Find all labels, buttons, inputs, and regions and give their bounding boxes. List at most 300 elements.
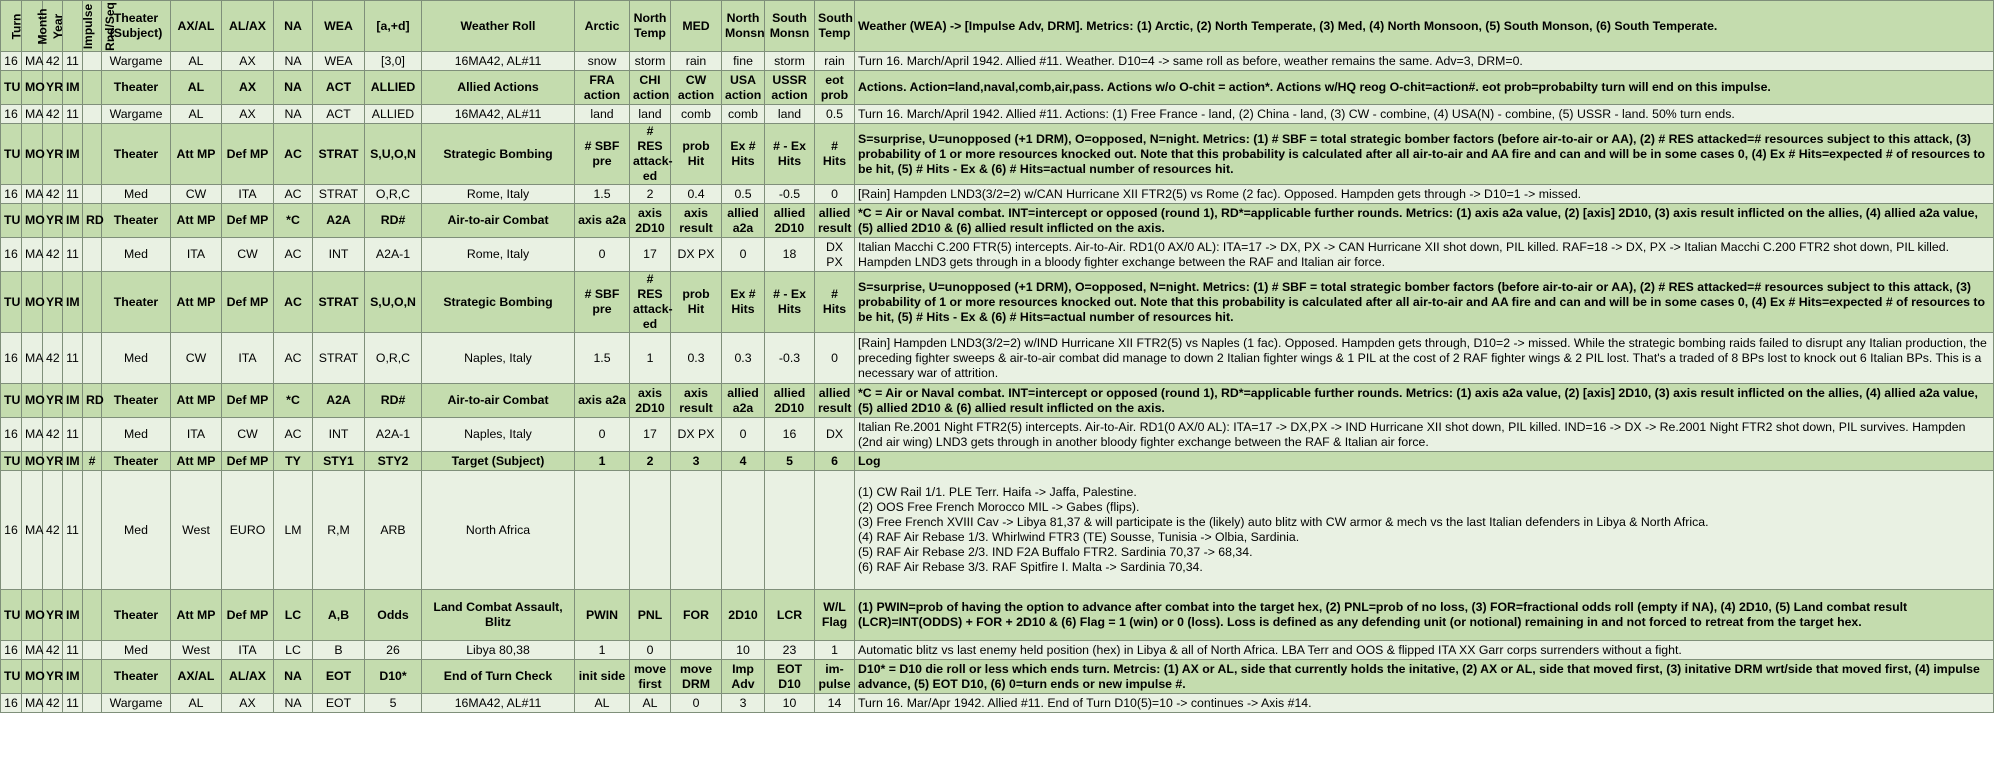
cell: axis a2a: [575, 384, 630, 418]
cell: West: [171, 471, 222, 590]
cell: YR: [43, 660, 63, 694]
cell: [3,0]: [365, 52, 422, 71]
cell: land: [765, 105, 815, 124]
cell: 17: [630, 418, 671, 452]
cell: 0: [630, 641, 671, 660]
notes-cell: Italian Macchi C.200 FTR(5) intercepts. Air-to-Air. RD1(0 AX/0 AL): ITA=17 -> DX, PX -> CAN Hurricane XII shot down, PIL killed. RAF=18 -> DX, PX -> Italian Macchi C.200 FTR2 shot down, PIL killed. Hampden LND3 gets through in a bloody fighter exchange between the RAF and Italian air force.: [855, 238, 1994, 272]
cell: PWIN: [575, 590, 630, 641]
notes-cell: *C = Air or Naval combat. INT=intercept or opposed (round 1), RD*=applicable further rounds. Metrics: (1) axis a2a value, (2) [axis] 2D10, (3) axis result inflicted on the allies, (4) allied a2a value, (5) allied 2D10 & (6) allied result inflicted on the axis.: [855, 204, 1994, 238]
cell: IM: [63, 204, 83, 238]
cell: 26: [365, 641, 422, 660]
cell: EOT: [313, 660, 365, 694]
cell: move DRM: [671, 660, 722, 694]
cell: Target (Subject): [422, 452, 575, 471]
cell: Odds: [365, 590, 422, 641]
cell: eot prob: [815, 71, 855, 105]
cell: Rome, Italy: [422, 185, 575, 204]
cell: Naples, Italy: [422, 333, 575, 384]
cell: Def MP: [222, 124, 274, 185]
cell: ACT: [313, 71, 365, 105]
cell: [83, 52, 102, 71]
cell: rain: [671, 52, 722, 71]
cell: move first: [630, 660, 671, 694]
cell: ITA: [222, 185, 274, 204]
cell: [83, 333, 102, 384]
cell: MO: [22, 272, 43, 333]
cell: 0: [671, 694, 722, 713]
cell: axis result: [671, 384, 722, 418]
cell: *C: [274, 384, 313, 418]
cell: 16: [1, 52, 22, 71]
cell: EOT: [313, 694, 365, 713]
cell: North Temp: [630, 1, 671, 52]
cell: [83, 272, 102, 333]
cell: A2A-1: [365, 238, 422, 272]
cell: 42: [43, 641, 63, 660]
cell: 2: [630, 185, 671, 204]
cell: Arctic: [575, 1, 630, 52]
cell: TU: [1, 660, 22, 694]
sheet-row-r9: [1, 333, 1994, 384]
cell: Att MP: [171, 590, 222, 641]
cell: ITA: [171, 238, 222, 272]
notes-cell: S=surprise, U=unopposed (+1 DRM), O=opposed, N=night. Metrics: (1) # SBF = total strategic bomber factors (before air-to-air or AA), (2) # RES attacked=# resources subject to this attack, (3) probability of 1 or more resources knocked out. Note that this probability is calculated after all air-to-air and AA fire and can and will be in some cases 0, (4) Ex # Hits=expected # of resources to be hit, (5) # Hits - Ex & (6) # Hits=actual number of resources hit.: [855, 124, 1994, 185]
cell: A2A: [313, 384, 365, 418]
cell: 42: [43, 185, 63, 204]
sheet-row-r11: [1, 418, 1994, 452]
cell: Med: [102, 333, 171, 384]
cell: ITA: [171, 418, 222, 452]
cell: 0: [815, 333, 855, 384]
column-header-label: Rnd/Seq: [102, 1, 117, 51]
cell: Naples, Italy: [422, 418, 575, 452]
cell: ITA: [222, 333, 274, 384]
notes-cell: [855, 471, 1994, 590]
cell: ARB: [365, 471, 422, 590]
cell: 1.5: [575, 333, 630, 384]
column-header-label: Turn: [9, 13, 24, 39]
cell: 0: [815, 185, 855, 204]
cell: IM: [63, 590, 83, 641]
cell: INT: [313, 238, 365, 272]
cell: 16MA42, AL#11: [422, 105, 575, 124]
cell: allied a2a: [722, 204, 765, 238]
cell: O,R,C: [365, 185, 422, 204]
cell: LCR: [765, 590, 815, 641]
notes-cell: (1) PWIN=prob of having the option to advance after combat into the target hex, (2) PNL=prob of no loss, (3) FOR=fractional odds roll (empty if NA), (4) 2D10, (5) Land combat result (LCR)=INT(ODDS) + FOR + 2D10 & (6) Flag = 1 (win) or 0 (loss). Loss is defined as any defending unit (or notional) remaining in and not forced to retreat from the target hex.: [855, 590, 1994, 641]
cell: A2A-1: [365, 418, 422, 452]
cell: A,B: [313, 590, 365, 641]
cell: Att MP: [171, 384, 222, 418]
cell: AL/AX: [222, 1, 274, 52]
notes-cell: Weather (WEA) -> [Impulse Adv, DRM]. Metrics: (1) Arctic, (2) North Temperate, (3) Med, (4) North Monsoon, (5) South Monson, (6) South Temperate.: [855, 1, 1994, 52]
cell: IM: [63, 384, 83, 418]
cell: # Hits: [815, 124, 855, 185]
cell: AC: [274, 272, 313, 333]
cell: MA: [22, 105, 43, 124]
cell: Att MP: [171, 204, 222, 238]
cell: 1: [575, 641, 630, 660]
cell: AL: [171, 105, 222, 124]
notes-cell: [Rain] Hampden LND3(3/2=2) w/CAN Hurricane XII FTR2(5) vs Rome (2 fac). Opposed. Hampden gets through -> D10=1 -> missed.: [855, 185, 1994, 204]
column-header-label: Impulse: [81, 3, 96, 49]
sheet-row-r4: [1, 124, 1994, 185]
cell: 16: [1, 333, 22, 384]
cell: IM: [63, 660, 83, 694]
cell: AL: [171, 71, 222, 105]
sheet-row-r7: [1, 238, 1994, 272]
cell: fine: [722, 52, 765, 71]
cell: 0.5: [722, 185, 765, 204]
column-header-label: Year: [51, 13, 66, 39]
cell: INT: [313, 418, 365, 452]
cell: Def MP: [222, 452, 274, 471]
cell: [83, 124, 102, 185]
cell: EURO: [222, 471, 274, 590]
cell: AC: [274, 185, 313, 204]
cell: DX: [815, 418, 855, 452]
cell: RD#: [365, 204, 422, 238]
cell: 5: [765, 452, 815, 471]
cell: [83, 105, 102, 124]
cell: Weather Roll: [422, 1, 575, 52]
cell: [575, 471, 630, 590]
cell: 1: [630, 333, 671, 384]
cell: North Africa: [422, 471, 575, 590]
log-line: (3) Free French XVIII Cav -> Libya 81,37 & will participate is the (likely) auto blitz with CW armor & mech vs the last Italian defenders in Libya & North Africa.: [858, 515, 1709, 529]
cell: axis a2a: [575, 204, 630, 238]
cell: USA action: [722, 71, 765, 105]
cell: AL: [630, 694, 671, 713]
cell: Theater (Subject): [102, 1, 171, 52]
cell: EOT D10: [765, 660, 815, 694]
cell: 0.5: [815, 105, 855, 124]
cell: Med: [102, 471, 171, 590]
cell: # - Ex Hits: [765, 124, 815, 185]
cell: ACT: [313, 105, 365, 124]
cell: A2A: [313, 204, 365, 238]
cell: 1: [815, 641, 855, 660]
cell: STRAT: [313, 333, 365, 384]
cell: 11: [63, 52, 83, 71]
cell: axis 2D10: [630, 384, 671, 418]
notes-cell: Log: [855, 452, 1994, 471]
cell: Theater: [102, 590, 171, 641]
cell: -0.3: [765, 333, 815, 384]
cell: CW: [171, 333, 222, 384]
cell: WEA: [313, 1, 365, 52]
notes-cell: S=surprise, U=unopposed (+1 DRM), O=opposed, N=night. Metrics: (1) # SBF = total strategic bomber factors (before air-to-air or AA), (2) # RES attacked=# resources subject to this attack, (3) probability of 1 or more resources knocked out. Note that this probability is calculated after all air-to-air and AA fire and can and will be in some cases 0, (4) Ex # Hits=expected # of resources to be hit, (5) # Hits - Ex & (6) # Hits=actual number of resources hit.: [855, 272, 1994, 333]
cell: 11: [63, 333, 83, 384]
cell: CW: [171, 185, 222, 204]
cell: axis result: [671, 204, 722, 238]
notes-cell: *C = Air or Naval combat. INT=intercept or opposed (round 1), RD*=applicable further rounds. Metrics: (1) axis a2a value, (2) [axis] 2D10, (3) axis result inflicted on the allies, (4) allied a2a value, (5) allied 2D10 & (6) allied result inflicted on the axis.: [855, 384, 1994, 418]
notes-cell: Turn 16. Mar/Apr 1942. Allied #11. End of Turn D10(5)=10 -> continues -> Axis #14.: [855, 694, 1994, 713]
cell: LC: [274, 590, 313, 641]
cell: D10*: [365, 660, 422, 694]
cell: MA: [22, 52, 43, 71]
cell: 2D10: [722, 590, 765, 641]
cell: 17: [630, 238, 671, 272]
cell: MO: [22, 452, 43, 471]
cell: Wargame: [102, 105, 171, 124]
cell: NA: [274, 105, 313, 124]
cell: -0.5: [765, 185, 815, 204]
cell: TU: [1, 71, 22, 105]
cell: 11: [63, 105, 83, 124]
cell: STY1: [313, 452, 365, 471]
cell: [1, 1, 22, 52]
cell: WEA: [313, 52, 365, 71]
cell: RD#: [365, 384, 422, 418]
cell: Air-to-air Combat: [422, 384, 575, 418]
cell: Def MP: [222, 384, 274, 418]
cell: YR: [43, 384, 63, 418]
cell: comb: [671, 105, 722, 124]
cell: 6: [815, 452, 855, 471]
cell: # - Ex Hits: [765, 272, 815, 333]
cell: B: [313, 641, 365, 660]
cell: Wargame: [102, 694, 171, 713]
cell: land: [630, 105, 671, 124]
cell: AC: [274, 238, 313, 272]
cell: # RES attack-ed: [630, 124, 671, 185]
cell: STRAT: [313, 185, 365, 204]
cell: axis 2D10: [630, 204, 671, 238]
cell: *C: [274, 204, 313, 238]
cell: 5: [365, 694, 422, 713]
cell: TY: [274, 452, 313, 471]
cell: [815, 471, 855, 590]
cell: 16: [1, 418, 22, 452]
cell: 11: [63, 418, 83, 452]
cell: NA: [274, 660, 313, 694]
cell: AX/AL: [171, 660, 222, 694]
cell: 16MA42, AL#11: [422, 694, 575, 713]
cell: 42: [43, 471, 63, 590]
log-line: (6) RAF Air Rebase 3/3. RAF Spitfire I. Malta -> Sardinia 70,34.: [858, 560, 1203, 574]
cell: [83, 660, 102, 694]
sheet-row-r17: [1, 694, 1994, 713]
cell: CHI action: [630, 71, 671, 105]
cell: AL/AX: [222, 660, 274, 694]
cell: Allied Actions: [422, 71, 575, 105]
sheet-row-r2: [1, 71, 1994, 105]
cell: STY2: [365, 452, 422, 471]
cell: Def MP: [222, 590, 274, 641]
cell: # RES attack-ed: [630, 272, 671, 333]
cell: prob Hit: [671, 272, 722, 333]
cell: 0: [722, 238, 765, 272]
cell: storm: [765, 52, 815, 71]
cell: [722, 471, 765, 590]
log-line: (1) CW Rail 1/1. PLE Terr. Haifa -> Jaffa, Palestine.: [858, 485, 1137, 499]
cell: 0: [575, 238, 630, 272]
cell: 3: [671, 452, 722, 471]
cell: [671, 641, 722, 660]
cell: AL: [171, 694, 222, 713]
cell: Ex # Hits: [722, 124, 765, 185]
sheet-row-r13: [1, 471, 1994, 590]
cell: 23: [765, 641, 815, 660]
cell: Theater: [102, 124, 171, 185]
cell: 14: [815, 694, 855, 713]
cell: [83, 418, 102, 452]
cell: Att MP: [171, 272, 222, 333]
sheet-row-r3: [1, 105, 1994, 124]
cell: Att MP: [171, 124, 222, 185]
cell: init side: [575, 660, 630, 694]
cell: ITA: [222, 641, 274, 660]
cell: [765, 471, 815, 590]
cell: R,M: [313, 471, 365, 590]
sheet-row-r12: [1, 452, 1994, 471]
sheet-row-r5: [1, 185, 1994, 204]
sheet-row-r6: [1, 204, 1994, 238]
log-line: (2) OOS Free French Morocco MIL -> Gabes (flips).: [858, 500, 1140, 514]
cell: MO: [22, 384, 43, 418]
cell: PNL: [630, 590, 671, 641]
cell: 10: [765, 694, 815, 713]
cell: TU: [1, 272, 22, 333]
cell: Med: [102, 185, 171, 204]
cell: Med: [102, 418, 171, 452]
cell: NA: [274, 694, 313, 713]
cell: YR: [43, 452, 63, 471]
cell: 0.3: [671, 333, 722, 384]
cell: # SBF pre: [575, 124, 630, 185]
cell: STRAT: [313, 272, 365, 333]
cell: rain: [815, 52, 855, 71]
cell: AX: [222, 52, 274, 71]
cell: 16: [1, 105, 22, 124]
cell: 2: [630, 452, 671, 471]
cell: MO: [22, 660, 43, 694]
cell: [83, 641, 102, 660]
cell: DX PX: [671, 238, 722, 272]
cell: 11: [63, 641, 83, 660]
log-line: (5) RAF Air Rebase 2/3. IND F2A Buffalo FTR2. Sardinia 70,37 -> 68,34.: [858, 545, 1253, 559]
cell: 11: [63, 471, 83, 590]
header-row: [1, 1, 1994, 52]
cell: 16: [1, 238, 22, 272]
cell: 42: [43, 52, 63, 71]
cell: 16: [1, 471, 22, 590]
cell: 16: [765, 418, 815, 452]
cell: ALLIED: [365, 71, 422, 105]
cell: allied 2D10: [765, 204, 815, 238]
cell: TU: [1, 384, 22, 418]
cell: allied a2a: [722, 384, 765, 418]
cell: [83, 185, 102, 204]
cell: North Monsn: [722, 1, 765, 52]
cell: [630, 471, 671, 590]
cell: [83, 694, 102, 713]
cell: MA: [22, 333, 43, 384]
cell: MA: [22, 238, 43, 272]
cell: YR: [43, 71, 63, 105]
cell: comb: [722, 105, 765, 124]
cell: MO: [22, 124, 43, 185]
cell: AX: [222, 694, 274, 713]
cell: IM: [63, 124, 83, 185]
cell: IM: [63, 452, 83, 471]
cell: 18: [765, 238, 815, 272]
cell: 0.4: [671, 185, 722, 204]
cell: MA: [22, 185, 43, 204]
cell: Ex # Hits: [722, 272, 765, 333]
cell: 11: [63, 238, 83, 272]
cell: MA: [22, 471, 43, 590]
column-header-label: Month: [35, 8, 50, 44]
cell: End of Turn Check: [422, 660, 575, 694]
cell: YR: [43, 124, 63, 185]
cell: Def MP: [222, 272, 274, 333]
cell: AL: [575, 694, 630, 713]
cell: MA: [22, 418, 43, 452]
cell: FOR: [671, 590, 722, 641]
cell: snow: [575, 52, 630, 71]
cell: West: [171, 641, 222, 660]
cell: AC: [274, 333, 313, 384]
cell: Theater: [102, 204, 171, 238]
cell: AX: [222, 105, 274, 124]
cell: [83, 471, 102, 590]
cell: [22, 1, 50, 52]
cell: MO: [22, 204, 43, 238]
cell: Med: [102, 238, 171, 272]
cell: CW: [222, 238, 274, 272]
cell: 1: [575, 452, 630, 471]
cell: DX PX: [671, 418, 722, 452]
cell: 16: [1, 185, 22, 204]
cell: 1.5: [575, 185, 630, 204]
cell: 11: [63, 694, 83, 713]
cell: Rome, Italy: [422, 238, 575, 272]
cell: RD: [83, 384, 102, 418]
cell: YR: [43, 204, 63, 238]
cell: [a,+d]: [365, 1, 422, 52]
cell: MO: [22, 71, 43, 105]
cell: 42: [43, 418, 63, 452]
cell: AX: [222, 71, 274, 105]
cell: NA: [274, 1, 313, 52]
cell: 0: [575, 418, 630, 452]
cell: Theater: [102, 71, 171, 105]
cell: CW action: [671, 71, 722, 105]
notes-cell: [Rain] Hampden LND3(3/2=2) w/IND Hurricane XII FTR2(5) vs Naples (1 fac). Opposed. Hampden gets through, D10=2 -> missed. While the strategic bombing raids failed to disrupt any Italian production, the preceding fighter sweeps & air-to-air combat did manage to down 2 Italian fighter wings & 1 PIL at the cost of 2 RAF fighter wings & 2 PIL lost. That's a traded of 8 BPs lost to knock out 6 Italian BPs. This is a necessary war of attrition.: [855, 333, 1994, 384]
cell: TU: [1, 590, 22, 641]
log-line: (4) RAF Air Rebase 1/3. Whirlwind FTR3 (TE) Sousse, Tunisia -> Olbia, Sardinia.: [858, 530, 1300, 544]
cell: 16: [1, 694, 22, 713]
cell: Theater: [102, 384, 171, 418]
cell: 11: [63, 185, 83, 204]
cell: 42: [43, 333, 63, 384]
cell: 4: [722, 452, 765, 471]
cell: ALLIED: [365, 105, 422, 124]
cell: Wargame: [102, 52, 171, 71]
cell: AL: [171, 52, 222, 71]
cell: Land Combat Assault, Blitz: [422, 590, 575, 641]
sheet-row-r15: [1, 641, 1994, 660]
cell: Strategic Bombing: [422, 272, 575, 333]
cell: AX/AL: [171, 1, 222, 52]
sheet-row-r8: [1, 272, 1994, 333]
cell: CW: [222, 418, 274, 452]
cell: MA: [22, 694, 43, 713]
cell: S,U,O,N: [365, 124, 422, 185]
cell: YR: [43, 590, 63, 641]
